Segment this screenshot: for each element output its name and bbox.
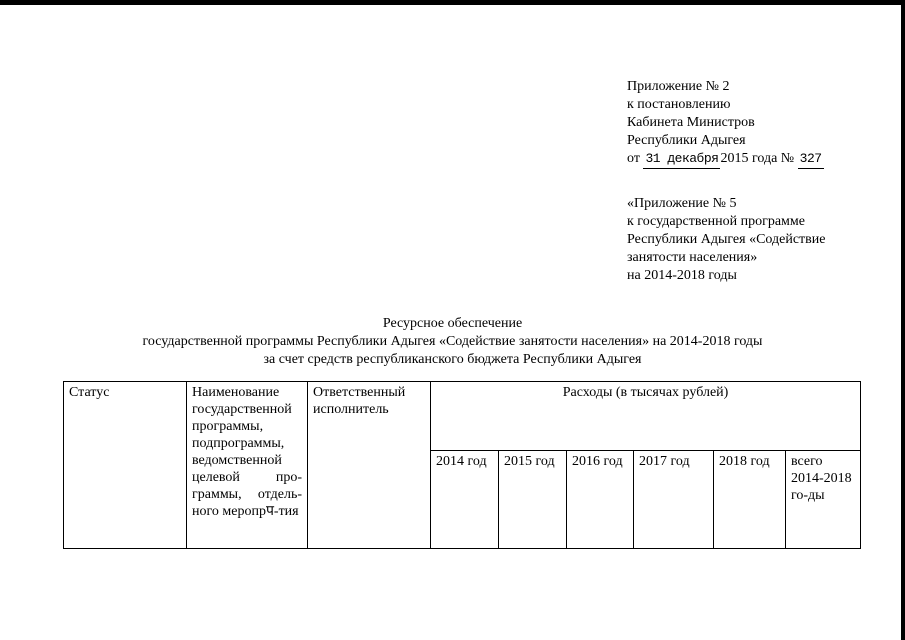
header-program-name: Наименование государственной программы, подпрограммы, ведомственной целевой про-граммы, отдель-ного меропрप-тия (187, 382, 308, 549)
attachment-2-line: к постановлению (627, 97, 731, 112)
attachment-2-line: Приложение № 2 (627, 79, 730, 94)
date-prefix: от (627, 151, 640, 166)
attachment-5-line: Республики Адыгея «Содействие (627, 232, 826, 247)
attachment-5-line: «Приложение № 5 (627, 196, 737, 211)
date-year: 2015 года № (720, 151, 795, 166)
attachment-5-header (627, 195, 826, 285)
header-year-2017: 2017 год (634, 451, 714, 549)
date-day-month: 31 декабря (643, 150, 720, 169)
header-status: Статус (64, 382, 187, 549)
attachment-2-line: Кабинета Министров (627, 115, 755, 130)
header-expenses: Расходы (в тысячах рублей) (431, 382, 861, 451)
title-line: государственной программы Республики Адыгея «Содействие занятости населения» на 2014-2018 годы (142, 334, 763, 349)
attachment-2-header (627, 78, 824, 168)
attachment-5-line: занятости населения» (627, 250, 758, 265)
header-total: всего 2014-2018 го-ды (786, 451, 861, 549)
resources-table (63, 381, 861, 549)
attachment-2-date-line (627, 150, 824, 168)
title-line: за счет средств республиканского бюджета Республики Адыгея (263, 352, 642, 367)
attachment-2-line: Республики Адыгея (627, 133, 746, 148)
attachment-5-line: на 2014-2018 годы (627, 268, 737, 283)
document-title (0, 315, 905, 369)
attachment-5-line: к государственной программе (627, 214, 805, 229)
header-year-2014: 2014 год (431, 451, 499, 549)
header-responsible: Ответственный исполнитель (308, 382, 431, 549)
title-line: Ресурсное обеспечение (382, 316, 523, 331)
top-border (0, 0, 905, 5)
header-year-2018: 2018 год (714, 451, 786, 549)
header-year-2016: 2016 год (567, 451, 634, 549)
resolution-number: 327 (798, 150, 824, 169)
header-year-2015: 2015 год (499, 451, 567, 549)
